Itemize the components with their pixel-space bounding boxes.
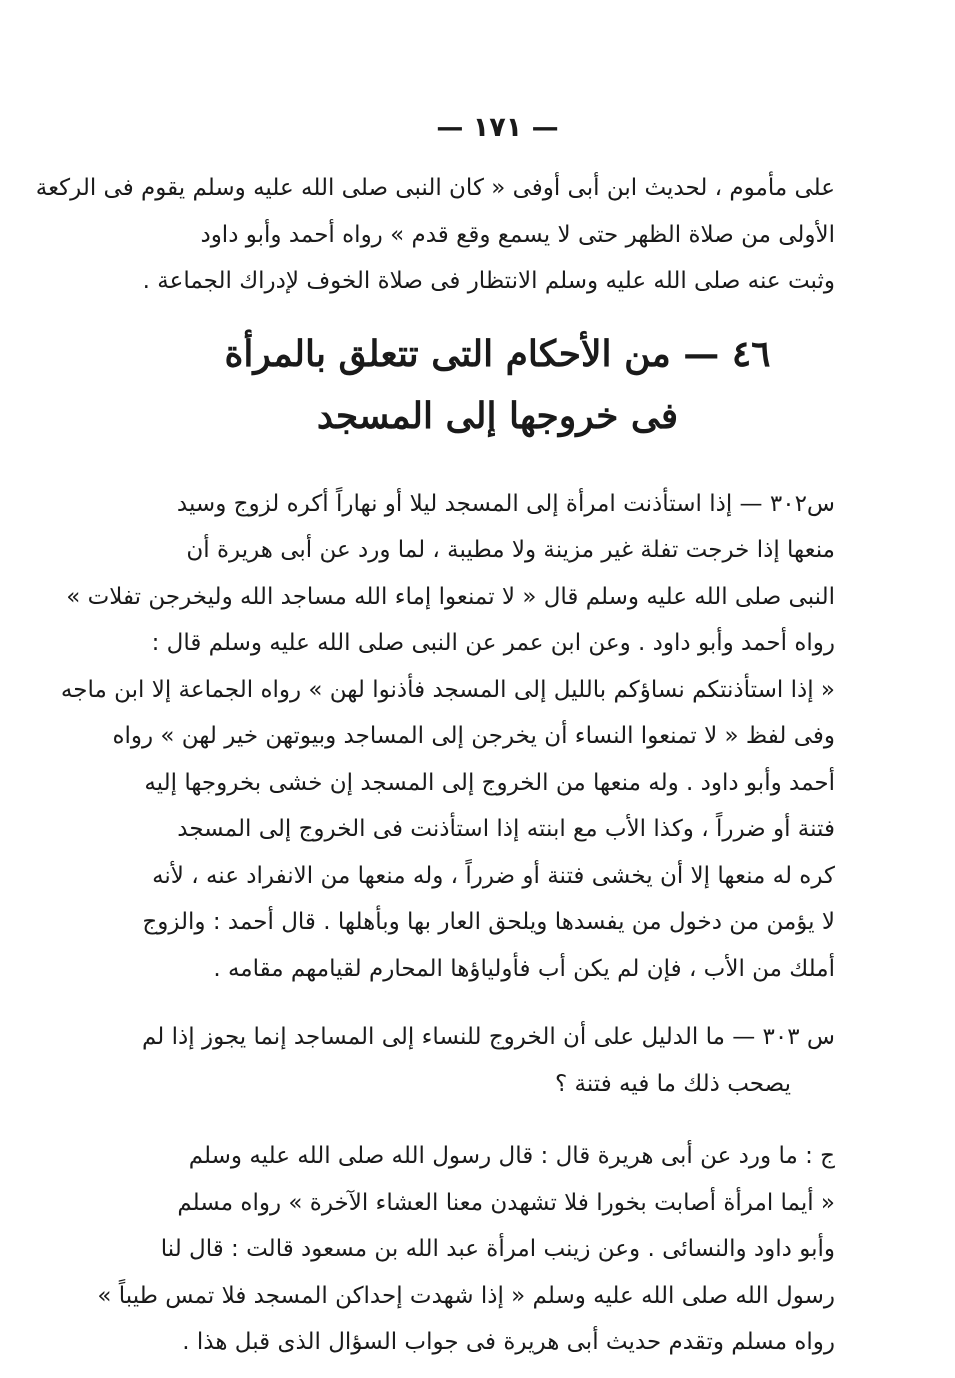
text-line: على مأموم ، لحديث ابن أبى أوفى « كان النبى صلى الله عليه وسلم يقوم فى الركعة — [35, 175, 835, 201]
text-line: كره له منعها إلا أن يخشى فتنة أو ضرراً ، وله منعها من الانفراد عنه ، لأنه — [152, 862, 835, 889]
paragraph-gap — [160, 1107, 835, 1133]
text-line: منعها إذا خرجت تفلة غير مزينة ولا مطيبة ، لما ورد عن أبى هريرة أن — [186, 537, 835, 563]
page-number: — ١٧١ — — [436, 112, 559, 143]
question-303-paragraph — [142, 1014, 835, 1107]
text-line: ج : ما ورد عن أبى هريرة قال : قال رسول الله صلى الله عليه وسلم — [188, 1143, 835, 1169]
text-line: « إذا استأذنتكم نساؤكم بالليل إلى المسجد فأذنوا لهن » رواه الجماعة إلا ابن ماجه — [60, 676, 835, 703]
text-line: رواه أحمد وأبو داود . وعن ابن عمر عن النبى صلى الله عليه وسلم قال : — [151, 630, 835, 656]
text-line: وثبت عنه صلى الله عليه وسلم الانتظار فى صلاة الخوف لإدراك الجماعة . — [142, 268, 835, 294]
intro-paragraph — [35, 165, 835, 305]
text-line: لا يؤمن من دخول من يفسدها ويلحق العار بها وبأهلها . قال أحمد : والزوج — [142, 909, 835, 935]
text-line: س ٣٠٣ — ما الدليل على أن الخروج للنساء إلى المساجد إنما يجوز إذا لم — [142, 1024, 835, 1050]
text-line: وفى لفظ « لا تمنعوا النساء أن يخرجن إلى المساجد وبيوتهن خير لهن » رواه — [112, 723, 835, 749]
section-heading-line-2: فى خروجها إلى المسجد — [316, 394, 679, 437]
text-line: س٣٠٢ — إذا استأذنت امرأة إلى المسجد ليلا أو نهاراً أكره لزوج وسيد — [176, 490, 835, 517]
text-line: أملك من الأب ، فإن لم يكن أب فأولياؤها المحارم لقيامهم مقامه . — [213, 955, 835, 982]
text-line: فتنة أو ضرراً ، وكذا الأب مع ابنته إذا استأذنت فى الخروج إلى المسجد — [177, 816, 835, 842]
question-302-paragraph — [60, 481, 835, 993]
text-line: « أيما امرأة أصابت بخورا فلا تشهدن معنا العشاء الآخرة » رواه مسلم — [177, 1189, 835, 1216]
section-heading — [160, 323, 835, 447]
text-line: أحمد وأبو داود . وله منعها من الخروج إلى المسجد إن خشى بخروجها إليه — [144, 769, 835, 796]
text-line: رسول الله صلى الله عليه وسلم « إذا شهدت إحداكن المسجد فلا تمس طيباً » — [97, 1282, 835, 1309]
section-heading-line-1: ٤٦ — من الأحكام التى تتعلق بالمرأة — [224, 332, 771, 375]
text-line: الأولى من صلاة الظهر حتى لا يسمع وقع قدم » رواه أحمد وأبو داود — [200, 221, 835, 248]
text-line: وأبو داود والنسائى . وعن زينب امرأة عبد الله بن مسعود قالت : قال لنا — [160, 1236, 835, 1262]
text-line: رواه مسلم وتقدم حديث أبى هريرة فى جواب السؤال الذى قبل هذا . — [182, 1329, 835, 1355]
text-line: النبى صلى الله عليه وسلم قال « لا تمنعوا إماء الله مساجد الله وليخرجن تفلات » — [66, 583, 835, 610]
answer-paragraph — [97, 1133, 835, 1366]
paragraph-gap — [160, 992, 835, 1014]
text-line: يصحب ذلك ما فيه فتنة ؟ — [555, 1070, 791, 1097]
